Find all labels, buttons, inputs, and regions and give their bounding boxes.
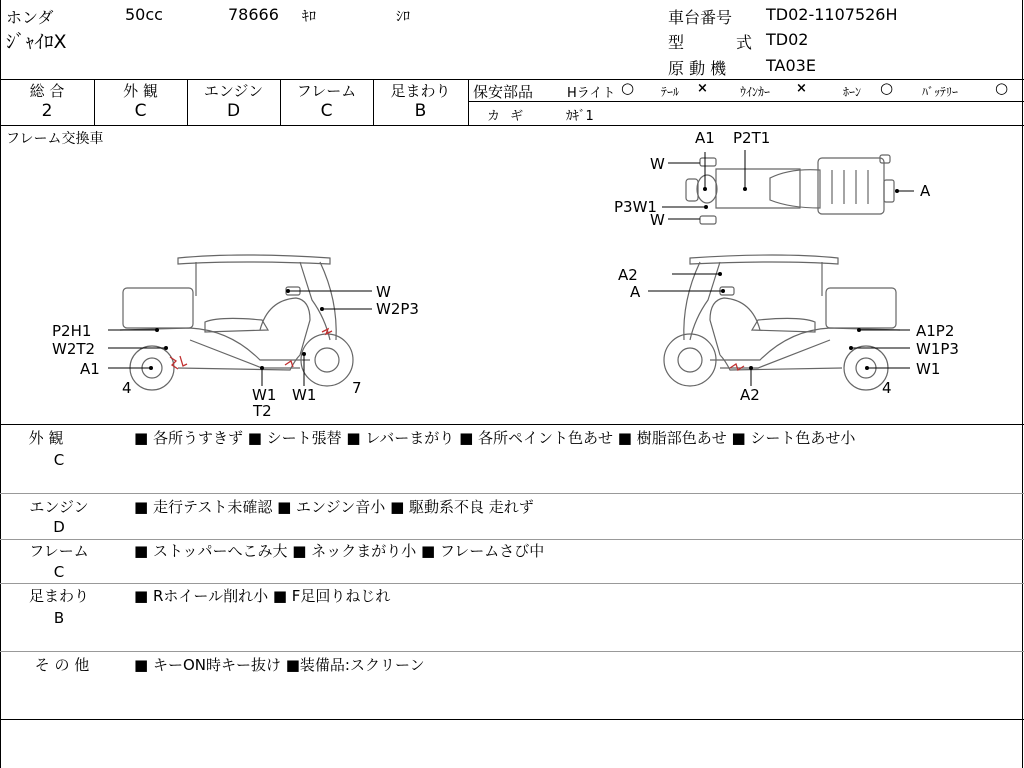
mileage: 78666 — [228, 5, 279, 24]
diagram-label: W1 — [252, 386, 277, 404]
section-exterior-text: ■ 各所うすきず ■ シート張替 ■ レバーまがり ■ 各所ペイント色あせ ■ 樹脂部色あせ ■ シート色あせ小 — [134, 429, 856, 447]
diagram-label: W — [650, 155, 665, 173]
maker: ホンダ — [6, 8, 54, 27]
diagram-label: A1P2 — [916, 322, 955, 340]
diagram-label: W — [376, 283, 391, 301]
section-frame-text: ■ ストッパーへこみ大 ■ ネックまがり小 ■ フレームさび中 — [134, 542, 545, 560]
type-label-1: 型 — [668, 33, 685, 52]
safety-item-name: ｳｲﾝｶｰ — [740, 85, 771, 99]
diagram-label: W1 — [292, 386, 317, 404]
section-exterior-grade: C — [53, 451, 65, 469]
exterior-value: C — [134, 101, 147, 121]
exterior-label: 外 観 — [123, 82, 158, 100]
diagram-label: W2T2 — [52, 340, 96, 358]
safety-item-name: ﾎｰﾝ — [843, 85, 862, 99]
diagram-label: A2 — [740, 386, 760, 404]
section-divider — [0, 493, 1024, 494]
outer-border-right — [1022, 0, 1023, 768]
scooter-diagram — [0, 126, 1022, 424]
section-frame-label: フレーム — [29, 542, 89, 560]
safety-item-mark: ○ — [880, 79, 894, 97]
diagram-label: W — [650, 211, 665, 229]
section-suspension-text: ■ Rホイール削れ小 ■ F足回りねじれ — [134, 587, 391, 605]
engine-value: TA03E — [766, 56, 816, 75]
engine-label: 原 動 機 — [668, 59, 727, 78]
left-view-drawing — [120, 255, 353, 390]
diagram-label: A — [630, 283, 641, 301]
section-frame-grade: C — [53, 563, 65, 581]
diagram-label: T2 — [253, 402, 272, 420]
section-engine-label: エンジン — [29, 498, 89, 516]
diagram-label: W1P3 — [916, 340, 959, 358]
frame-grade-label: フレーム — [296, 82, 357, 100]
section-other-text: ■ キーON時キー抜け ■装備品:スクリーン — [134, 656, 425, 674]
key-label: カ ギ — [487, 109, 527, 124]
safety-item-name: ﾃｰﾙ — [661, 85, 680, 99]
sections-bottom-line — [0, 719, 1024, 720]
safety-item-mark: ○ — [995, 79, 1009, 97]
model-name: ｼﾞｬｲﾛX — [6, 31, 67, 53]
top-view-drawing — [686, 155, 894, 224]
diagram-label: A — [920, 182, 931, 200]
frame-grade-value: C — [320, 101, 333, 121]
safety-item-mark: × — [796, 81, 807, 96]
overall-value: 2 — [41, 101, 53, 121]
diagram-label: W1 — [916, 360, 941, 378]
safety-label: 保安部品 — [473, 83, 534, 101]
diagram-label: A1 — [695, 129, 715, 147]
diagram-label: P2T1 — [733, 129, 771, 147]
engine-grade-value: D — [226, 101, 241, 121]
suspension-grade-label: 足まわり — [390, 82, 451, 100]
right-view-drawing — [664, 255, 900, 390]
type-label-2: 式 — [736, 33, 753, 52]
section-exterior-label: 外 観 — [28, 429, 64, 447]
safety-item-name: ﾊﾞｯﾃﾘｰ — [922, 85, 959, 99]
key-value: ｶｷﾞ1 — [566, 109, 594, 124]
section-suspension-label: 足まわり — [28, 587, 89, 605]
section-engine-grade: D — [53, 518, 65, 536]
grade-divider-5 — [468, 79, 469, 125]
overall-label: 総 合 — [29, 82, 65, 100]
diagram-label: 4 — [122, 379, 132, 397]
mileage-unit: ｷﾛ — [302, 9, 316, 25]
diagram-label: 4 — [882, 379, 892, 397]
safety-item-mark: ○ — [621, 79, 635, 97]
diagram-label: A2 — [618, 266, 638, 284]
diagram-label: W2P3 — [376, 300, 419, 318]
chassis-label: 車台番号 — [668, 8, 733, 27]
section-divider — [0, 651, 1024, 652]
type-value: TD02 — [766, 30, 809, 49]
safety-item-mark: × — [697, 81, 708, 96]
diagram-note: フレーム交換車 — [6, 131, 104, 147]
diagram-label: P2H1 — [52, 322, 92, 340]
sections-top-line — [0, 424, 1024, 425]
suspension-grade-value: B — [414, 101, 427, 121]
color: ｼﾛ — [396, 9, 410, 25]
safety-item-name: Hライト — [567, 86, 616, 101]
displacement: 50cc — [125, 5, 163, 24]
section-other-label: そ の 他 — [34, 656, 90, 674]
section-engine-text: ■ 走行テスト未確認 ■ エンジン音小 ■ 駆動系不良 走れず — [134, 498, 534, 516]
chassis-value: TD02-1107526H — [766, 5, 898, 24]
diagram-label: A1 — [80, 360, 100, 378]
section-divider — [0, 583, 1024, 584]
safety-mid-line — [468, 101, 1024, 102]
section-suspension-grade: B — [53, 609, 65, 627]
diagram-label: 7 — [352, 379, 362, 397]
engine-grade-label: エンジン — [203, 82, 264, 100]
diagram-label: P3W1 — [614, 198, 657, 216]
